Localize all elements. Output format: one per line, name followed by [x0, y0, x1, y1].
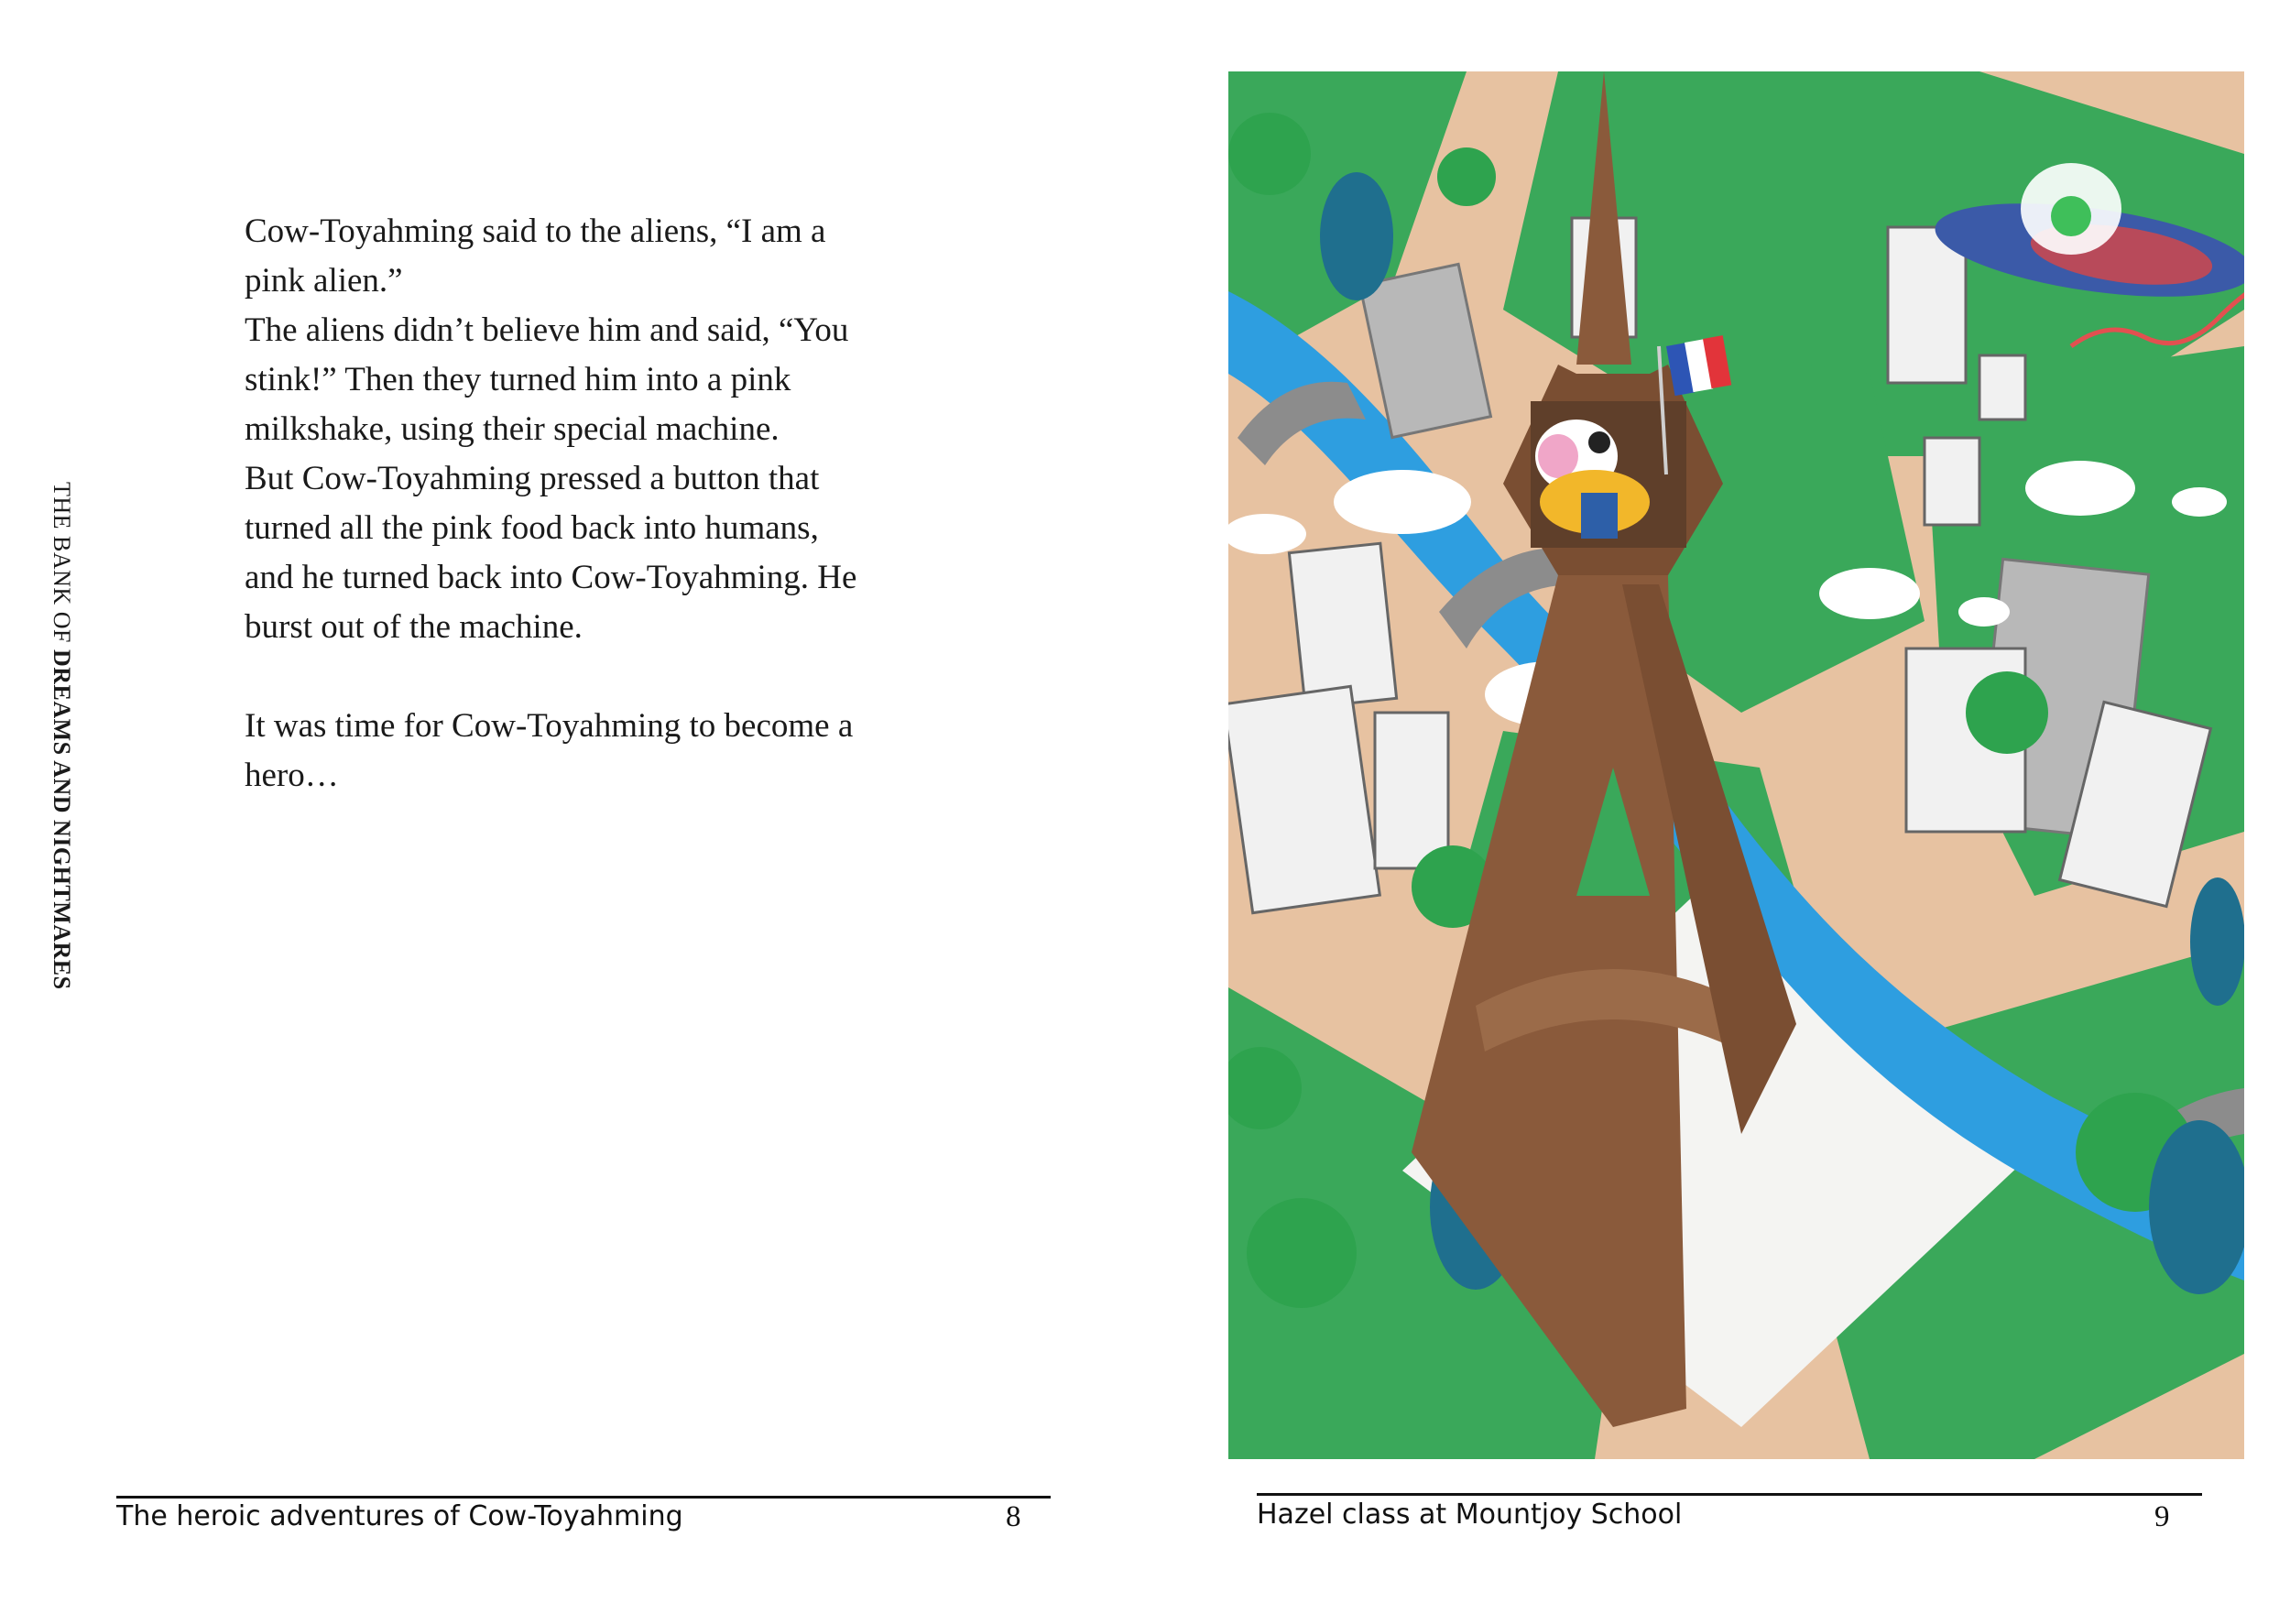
story-text	[245, 207, 941, 801]
story-line: burst out of the machine.	[245, 608, 583, 646]
footer-title-right: Hazel class at Mountjoy School	[1257, 1499, 1683, 1531]
page-number-left: 8	[1006, 1500, 1021, 1533]
story-line: Cow-Toyahming said to the aliens, “I am a	[245, 213, 826, 250]
book-spine-title	[48, 482, 75, 990]
spine-prefix: THE BANK OF	[49, 482, 75, 649]
story-line: hero…	[245, 757, 339, 794]
tower-illustration	[1228, 71, 2244, 1459]
footer-rule-right	[1257, 1493, 2202, 1496]
paragraph-gap	[245, 652, 941, 702]
story-line: stink!” Then they turned him into a pink	[245, 361, 791, 398]
page-number-right: 9	[2154, 1500, 2170, 1533]
story-line: But Cow-Toyahming pressed a button that	[245, 460, 820, 497]
story-line: and he turned back into Cow-Toyahming. He	[245, 559, 857, 596]
story-line: milkshake, using their special machine.	[245, 410, 780, 448]
story-line: The aliens didn’t believe him and said, “You	[245, 311, 849, 349]
footer-title-left: The heroic adventures of Cow-Toyahming	[116, 1500, 683, 1532]
story-line: It was time for Cow-Toyahming to become a	[245, 707, 854, 745]
story-line: pink alien.”	[245, 262, 403, 300]
spine-emphasis: DREAMS AND NIGHTMARES	[49, 649, 75, 990]
story-line: turned all the pink food back into humans,	[245, 509, 819, 547]
footer-rule-left	[116, 1496, 1051, 1499]
illustration-svg	[1228, 71, 2244, 1459]
